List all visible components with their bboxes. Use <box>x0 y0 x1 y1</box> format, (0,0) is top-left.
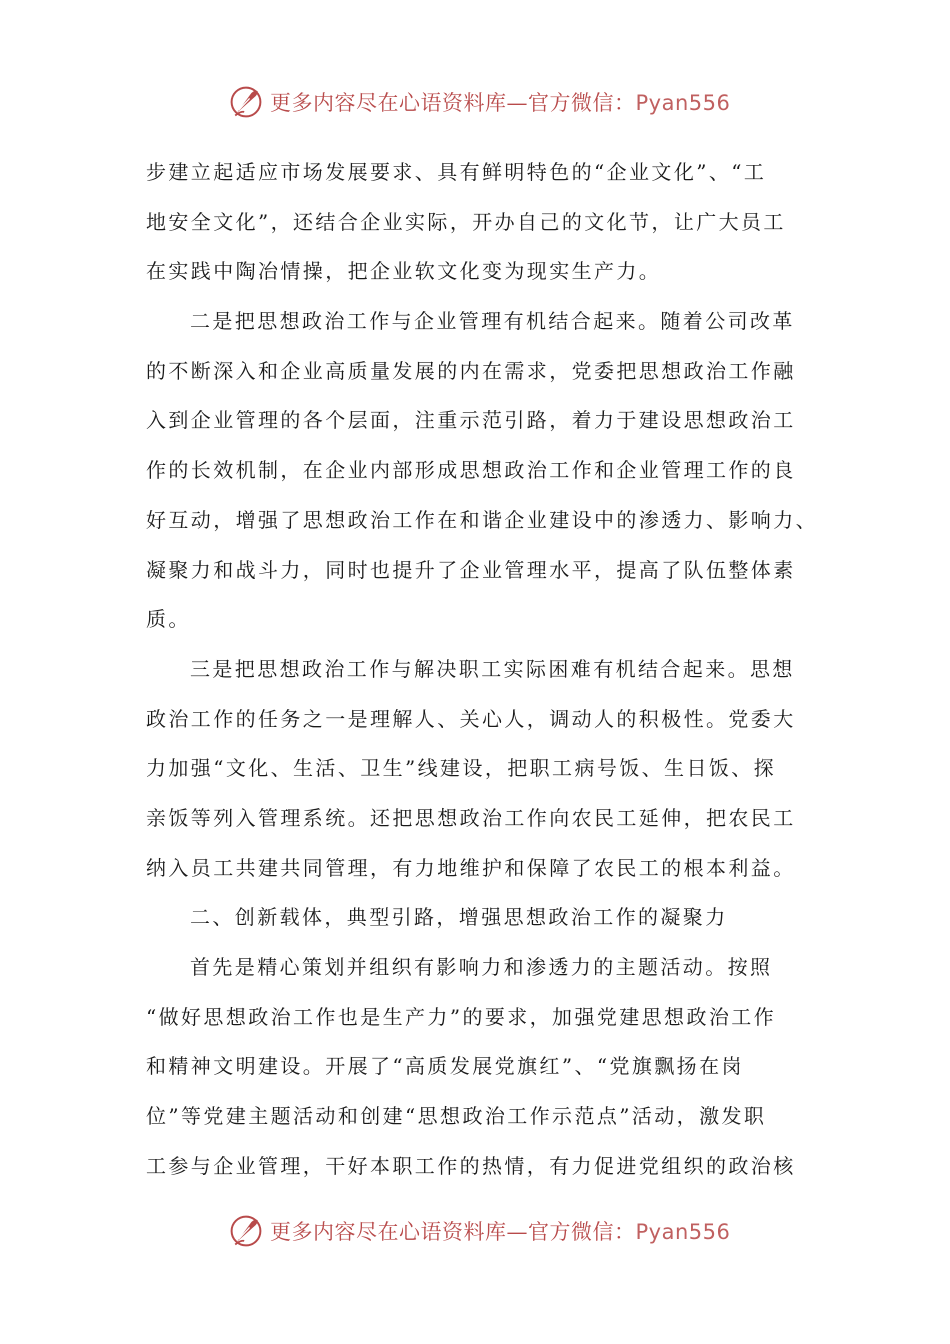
text-line: 质。 <box>146 607 191 632</box>
text-line: “做好思想政治工作也是生产力”的要求，加强党建思想政治工作 <box>146 1004 777 1029</box>
text-line: 位”等党建主题活动和创建“思想政治工作示范点”活动，激发职 <box>146 1104 767 1129</box>
quill-pen-logo-icon <box>228 84 264 120</box>
banner-text: 更多内容尽在心语资料库—官方微信：Pyan556 <box>270 91 731 115</box>
wechat-id: Pyan556 <box>635 91 731 115</box>
text-line: 地安全文化”，还结合企业实际，开办自己的文化节，让广大员工 <box>146 209 786 234</box>
text-line: 二是把思想政治工作与企业管理有机结合起来。随着公司改革 <box>190 309 795 334</box>
text-line: 的不断深入和企业高质量发展的内在需求，党委把思想政治工作融 <box>146 358 796 383</box>
text-line: 首先是精心策划并组织有影响力和渗透力的主题活动。按照 <box>190 955 773 979</box>
text-line: 步建立起适应市场发展要求、具有鲜明特色的“企业文化”、“工 <box>146 160 767 184</box>
text-line: 在实践中陶冶情操，把企业软文化变为现实生产力。 <box>146 259 662 284</box>
text-line: 力加强“文化、生活、卫生”线建设，把职工病号饭、生日饭、探 <box>146 756 777 781</box>
text-line: 三是把思想政治工作与解决职工实际困难有机结合起来。思想 <box>190 656 795 681</box>
text-line: 好互动，增强了思想政治工作在和谐企业建设中的渗透力、影响力、 <box>146 507 818 532</box>
quill-pen-logo-icon <box>228 1213 264 1249</box>
document-body <box>146 148 818 1191</box>
text-line: 凝聚力和战斗力，同时也提升了企业管理水平，提高了队伍整体素 <box>146 557 796 582</box>
wechat-id: Pyan556 <box>635 1220 731 1244</box>
header-watermark-banner <box>228 82 748 122</box>
text-line: 亲饭等列入管理系统。还把思想政治工作向农民工延伸，把农民工 <box>146 805 796 830</box>
text-line: 作的长效机制，在企业内部形成思想政治工作和企业管理工作的良 <box>146 458 796 483</box>
text-line: 纳入员工共建共同管理，有力地维护和保障了农民工的根本利益。 <box>146 855 796 880</box>
text-line: 和精神文明建设。开展了“高质发展党旗红”、“党旗飘扬在岗 <box>146 1054 744 1079</box>
banner-text: 更多内容尽在心语资料库—官方微信：Pyan556 <box>270 1220 731 1244</box>
text-line: 工参与企业管理，干好本职工作的热情，有力促进党组织的政治核 <box>146 1153 796 1178</box>
text-line: 入到企业管理的各个层面，注重示范引路，着力于建设思想政治工 <box>146 408 796 433</box>
text-line: 政治工作的任务之一是理解人、关心人，调动人的积极性。党委大 <box>146 706 796 731</box>
text-line: 二、创新载体，典型引路，增强思想政治工作的凝聚力 <box>190 905 728 930</box>
footer-watermark-banner <box>228 1211 748 1251</box>
